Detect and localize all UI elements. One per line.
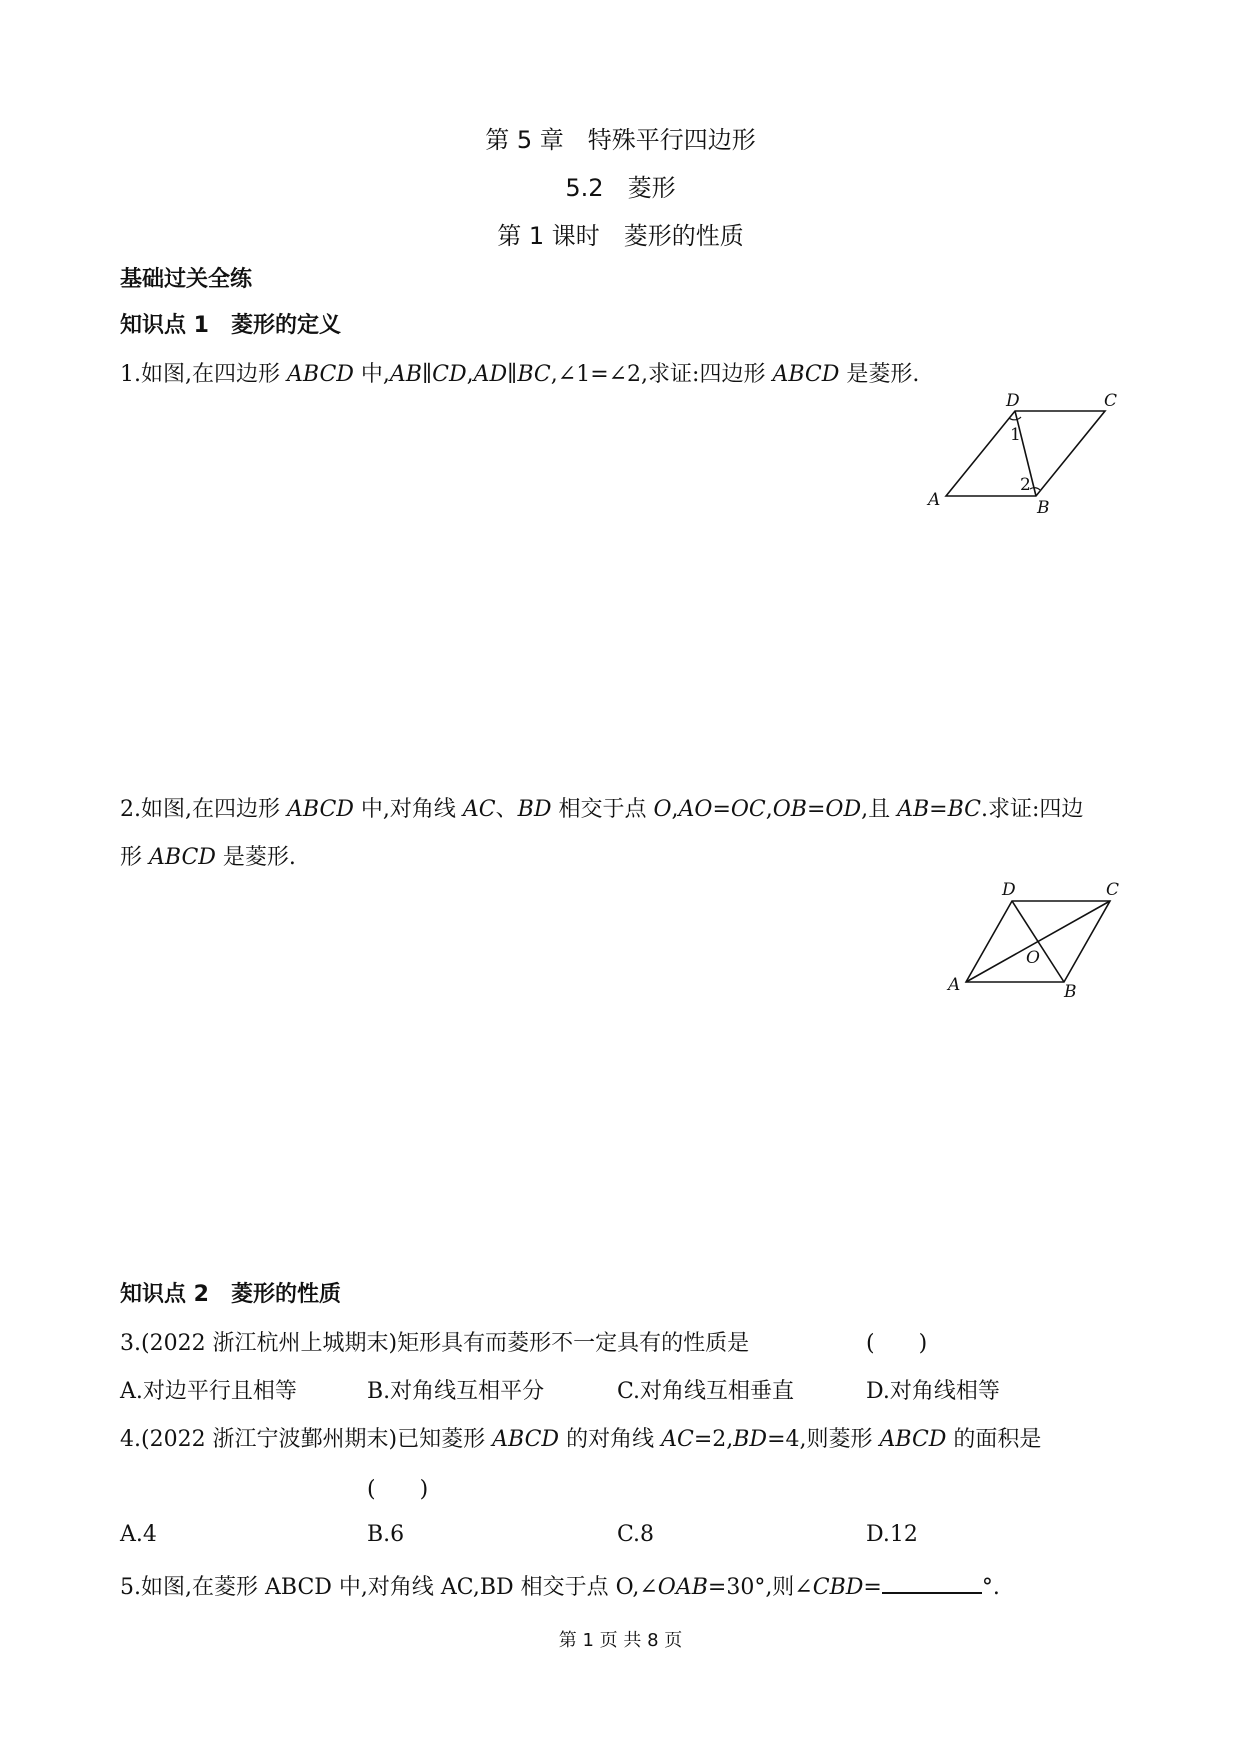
question-3-answer-paren: ( ) [866, 1331, 928, 1356]
q4-option-a: A.4 [120, 1522, 157, 1547]
label-d: D [1002, 880, 1016, 900]
practice-heading: 基础过关全练 [120, 267, 253, 292]
lesson-title: 第 1 课时 菱形的性质 [497, 222, 744, 250]
angle-2-label: 2 [1020, 475, 1031, 495]
label-b: B [1064, 982, 1077, 1002]
chapter-title: 第 5 章 特殊平行四边形 [485, 126, 756, 154]
knowledge-point-1-heading: 知识点 1 菱形的定义 [120, 313, 341, 338]
section-title: 5.2 菱形 [565, 174, 676, 202]
q4-option-b: B.6 [367, 1522, 405, 1547]
question-5: 5.如图,在菱形 ABCD 中,对角线 AC,BD 相交于点 O,∠OAB=30°,则∠CBD= °. [120, 1570, 1000, 1601]
q3-option-c: C.对角线互相垂直 [617, 1379, 795, 1404]
knowledge-point-2-heading: 知识点 2 菱形的性质 [120, 1282, 341, 1307]
label-d: D [1006, 391, 1020, 411]
label-b: B [1037, 498, 1050, 518]
angle-1-label: 1 [1010, 425, 1021, 445]
label-c: C [1104, 391, 1118, 411]
q4-option-d: D.12 [866, 1522, 918, 1547]
q3-option-d: D.对角线相等 [866, 1379, 1000, 1404]
question-4: 4.(2022 浙江宁波鄞州期末)已知菱形 ABCD 的对角线 AC=2,BD=4,则菱形 ABCD 的面积是 [120, 1427, 1042, 1452]
q3-option-a: A.对边平行且相等 [120, 1379, 297, 1404]
question-2-line-2: 形 ABCD 是菱形. [120, 845, 296, 870]
label-a: A [948, 975, 961, 995]
label-c: C [1106, 880, 1120, 900]
diagonal-bd [1012, 901, 1064, 982]
question-4-answer-paren: ( ) [367, 1477, 429, 1502]
label-a: A [928, 490, 941, 510]
q3-option-b: B.对角线互相平分 [367, 1379, 545, 1404]
figure-1-parallelogram [920, 390, 1140, 520]
page-footer: 第 1 页 共 8 页 [558, 1630, 683, 1651]
figure-2-rhombus [940, 878, 1140, 1008]
answer-blank[interactable] [882, 1570, 982, 1594]
question-2: 2.如图,在四边形 ABCD 中,对角线 AC、BD 相交于点 O,AO=OC,OB=OD,且 AB=BC.求证:四边 [120, 797, 1084, 822]
label-o: O [1026, 948, 1040, 968]
q4-option-c: C.8 [617, 1522, 655, 1547]
question-1: 1.如图,在四边形 ABCD 中,AB∥CD,AD∥BC,∠1=∠2,求证:四边形 ABCD 是菱形. [120, 362, 920, 387]
question-3: 3.(2022 浙江杭州上城期末)矩形具有而菱形不一定具有的性质是 [120, 1331, 750, 1356]
